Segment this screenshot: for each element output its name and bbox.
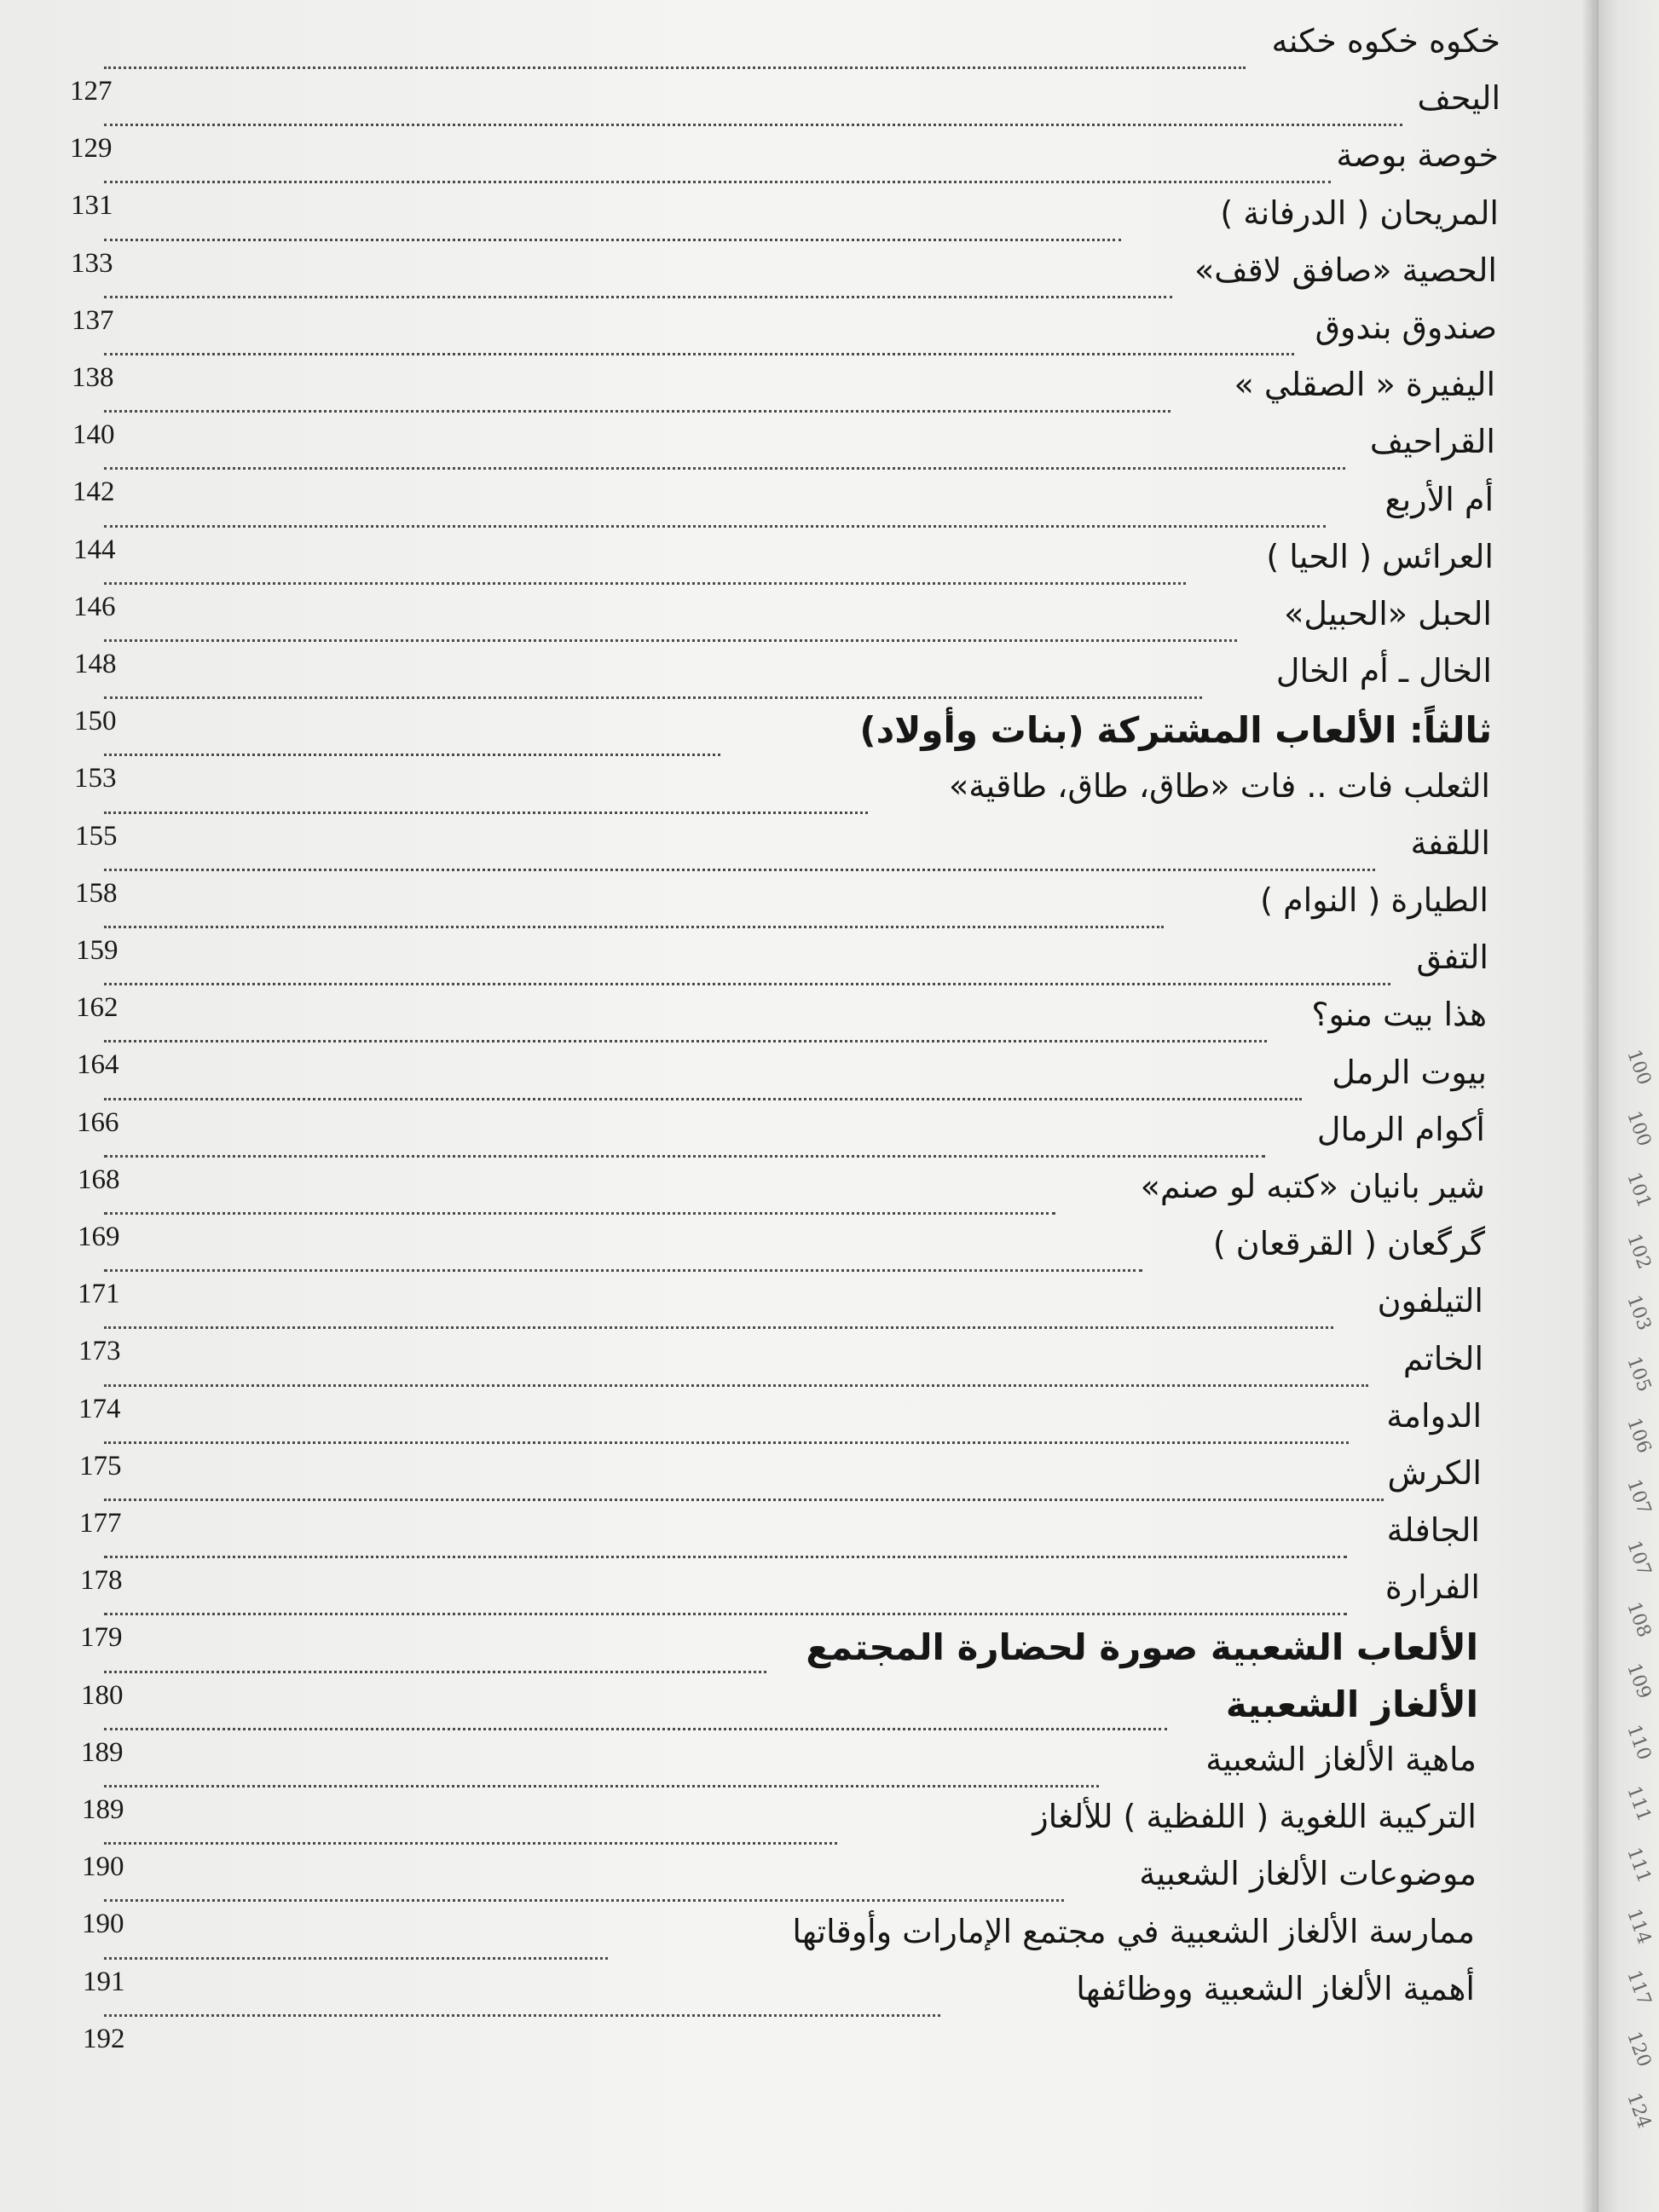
- next-page-edge-number: 114: [1622, 1906, 1656, 1948]
- next-page-edge-number: 124: [1622, 2090, 1656, 2132]
- next-page-edge-number: 102: [1622, 1231, 1656, 1273]
- toc-entry-title: الخال ـ أم الخال: [1275, 652, 1492, 690]
- toc-entry-page-number: 173: [78, 1336, 121, 1367]
- dot-leader: [104, 1212, 1055, 1215]
- dot-leader: [104, 754, 720, 756]
- next-page-edge-number: 103: [1622, 1292, 1656, 1334]
- dot-leader: [104, 926, 1164, 928]
- dot-leader: [104, 1957, 608, 1960]
- dot-leader: [104, 239, 1121, 241]
- dot-leader: [104, 525, 1326, 528]
- dot-leader: [104, 1384, 1368, 1387]
- dot-leader: [104, 811, 868, 814]
- toc-entry-page-number: 127: [70, 76, 113, 107]
- toc-entry-page-number: 178: [80, 1565, 123, 1597]
- toc-entry-page-number: 140: [72, 419, 115, 451]
- dot-leader: [104, 2014, 940, 2017]
- toc-entry-title: القراحيف: [1369, 423, 1495, 461]
- toc-entry-page-number: 153: [74, 763, 117, 794]
- toc-entry-page-number: 144: [73, 534, 116, 565]
- toc-entry-title: صندوق بندوق: [1315, 309, 1497, 346]
- next-page-edge-number: 100: [1622, 1108, 1656, 1150]
- dot-leader: [104, 1499, 1384, 1501]
- toc-entry-page-number: 133: [71, 247, 113, 279]
- toc-entry-page-number: 150: [74, 706, 117, 737]
- next-page-edge: [1598, 0, 1659, 2212]
- toc-entry-title: الطيارة ( النوام ): [1260, 881, 1488, 919]
- next-page-edge-number: 100: [1622, 1047, 1656, 1089]
- toc-entry-title: گرگعان ( القرقعان ): [1212, 1225, 1485, 1263]
- toc-entry-page-number: 164: [77, 1049, 119, 1081]
- toc-entry-page-number: 168: [78, 1164, 120, 1195]
- next-page-edge-number: 107: [1622, 1538, 1656, 1580]
- dot-leader: [104, 181, 1331, 183]
- next-page-edge-number: 107: [1622, 1476, 1656, 1518]
- dot-leader: [104, 1613, 1347, 1615]
- dot-leader: [104, 869, 1375, 871]
- toc-entry-title: أم الأربع: [1384, 480, 1494, 518]
- dot-leader: [104, 296, 1172, 298]
- dot-leader: [104, 1326, 1333, 1329]
- dot-leader: [104, 696, 1202, 699]
- next-page-edge-number: 110: [1622, 1722, 1656, 1764]
- toc-entry-title: العرائس ( الحيا ): [1266, 537, 1494, 575]
- dot-leader: [104, 467, 1345, 470]
- toc-entry-title: ماهية الألغاز الشعبية: [1205, 1741, 1477, 1778]
- next-page-edge-number: 105: [1622, 1354, 1656, 1395]
- toc-entry-title: الكرش: [1387, 1454, 1482, 1492]
- toc-entry-title: شير بانيان «كتبه لو صنم»: [1140, 1168, 1485, 1205]
- toc-entry-page-number: 131: [71, 190, 113, 222]
- toc-entry-title: بيوت الرمل: [1332, 1053, 1487, 1091]
- dot-leader: [104, 410, 1171, 413]
- toc-entry-title: الألغاز الشعبية: [1225, 1683, 1478, 1725]
- toc-entry-title: الدوامة: [1386, 1396, 1482, 1435]
- next-page-edge-number: 106: [1622, 1415, 1656, 1457]
- toc-entry-title: أكوام الرمال: [1316, 1110, 1485, 1148]
- dot-leader: [104, 124, 1402, 126]
- dot-leader: [104, 1269, 1142, 1272]
- toc-entry-title: اليحف: [1417, 79, 1500, 118]
- toc-entry-title: الخاتم: [1402, 1339, 1483, 1377]
- toc-entry-title: أهمية الألغاز الشعبية ووظائفها: [1076, 1969, 1475, 2007]
- toc-entry-page-number: 162: [76, 992, 118, 1024]
- toc-entry-page-number: 192: [83, 2023, 125, 2054]
- toc-entry-title: الألعاب الشعبية صورة لحضارة المجتمع: [806, 1626, 1478, 1668]
- next-page-edge-number: 109: [1622, 1660, 1656, 1702]
- toc-entry-title: ممارسة الألغاز الشعبية في مجتمع الإمارات وأوقاتها: [792, 1912, 1475, 1950]
- toc-entry-page-number: 175: [79, 1450, 122, 1481]
- dot-leader: [104, 1155, 1265, 1158]
- table-of-contents: [70, 0, 1545, 2212]
- toc-entry-title: التركيبة اللغوية ( اللفظية ) للألغاز: [1032, 1798, 1477, 1836]
- dot-leader: [104, 639, 1237, 642]
- dot-leader: [104, 1441, 1349, 1444]
- toc-entry-page-number: 171: [78, 1279, 120, 1310]
- next-page-edge-number: 111: [1622, 1783, 1656, 1825]
- dot-leader: [104, 983, 1390, 985]
- toc-entry-title: الثعلب فات .. فات «طاق، طاق، طاقية»: [949, 766, 1490, 805]
- toc-entry-title: المريحان ( الدرفانة ): [1220, 193, 1499, 232]
- toc-entry-page-number: 137: [72, 304, 114, 336]
- dot-leader: [104, 1671, 766, 1673]
- toc-entry-page-number: 179: [80, 1622, 123, 1654]
- toc-entry-page-number: 189: [82, 1794, 124, 1825]
- page-gutter-shadow: [1581, 0, 1598, 2212]
- dot-leader: [104, 353, 1294, 355]
- toc-entry-page-number: 177: [79, 1508, 122, 1539]
- dot-leader: [104, 66, 1246, 69]
- toc-entry-title: هذا بيت منو؟: [1311, 996, 1487, 1034]
- next-page-edge-number: 120: [1622, 2029, 1656, 2071]
- next-page-edge-number: 117: [1622, 1967, 1656, 2009]
- toc-entry-page-number: 146: [73, 591, 116, 622]
- toc-entry-page-number: 159: [76, 935, 118, 966]
- toc-entry-page-number: 174: [78, 1393, 121, 1424]
- toc-entry-title: خكوه خكوه خكنه: [1271, 22, 1500, 60]
- toc-entry-page-number: 166: [77, 1106, 119, 1138]
- toc-entry-title: موضوعات الألغاز الشعبية: [1139, 1855, 1477, 1893]
- dot-leader: [104, 1785, 1099, 1788]
- toc-entry-title: الحبل «الحبيل»: [1284, 595, 1492, 632]
- toc-entry-title: اليفيرة « الصقلي »: [1234, 366, 1495, 404]
- toc-entry-title: اللقفة: [1410, 823, 1490, 862]
- toc-entry-title: التيلفون: [1377, 1282, 1483, 1320]
- dot-leader: [104, 1899, 1064, 1902]
- toc-entry-page-number: 142: [72, 476, 115, 508]
- toc-entry-page-number: 169: [78, 1222, 120, 1252]
- toc-entry-page-number: 190: [82, 1909, 124, 1940]
- toc-entry-title: الحصية «صافق لاقف»: [1194, 251, 1497, 289]
- toc-entry-title: الفرارة: [1384, 1568, 1480, 1607]
- next-page-edge-number: 101: [1622, 1170, 1656, 1211]
- toc-entry: [83, 1969, 1545, 2072]
- toc-entry-page-number: 155: [75, 820, 118, 852]
- dot-leader: [104, 1098, 1302, 1100]
- dot-leader: [104, 1556, 1347, 1558]
- next-page-edge-number: 111: [1622, 1845, 1656, 1886]
- dot-leader: [104, 1842, 837, 1845]
- dot-leader: [104, 1728, 1167, 1730]
- toc-entry-page-number: 180: [81, 1679, 124, 1711]
- toc-entry-page-number: 129: [70, 133, 113, 165]
- toc-entry-title: التفق: [1416, 939, 1488, 977]
- toc-entry-page-number: 191: [83, 1966, 125, 1997]
- toc-entry-page-number: 158: [75, 877, 118, 909]
- next-page-edge-number: 108: [1622, 1599, 1656, 1641]
- toc-entry-page-number: 148: [74, 649, 117, 679]
- toc-entry-title: الجافلة: [1386, 1511, 1480, 1550]
- dot-leader: [104, 1040, 1267, 1042]
- toc-entry-title: ثالثاً: الألعاب المشتركة (بنات وأولاد): [859, 709, 1492, 752]
- toc-entry-page-number: 189: [81, 1736, 124, 1768]
- toc-entry-title: خوصة بوصة: [1336, 136, 1499, 175]
- toc-entry-page-number: 138: [72, 362, 114, 393]
- dot-leader: [104, 582, 1186, 585]
- toc-entry-page-number: 190: [82, 1851, 124, 1883]
